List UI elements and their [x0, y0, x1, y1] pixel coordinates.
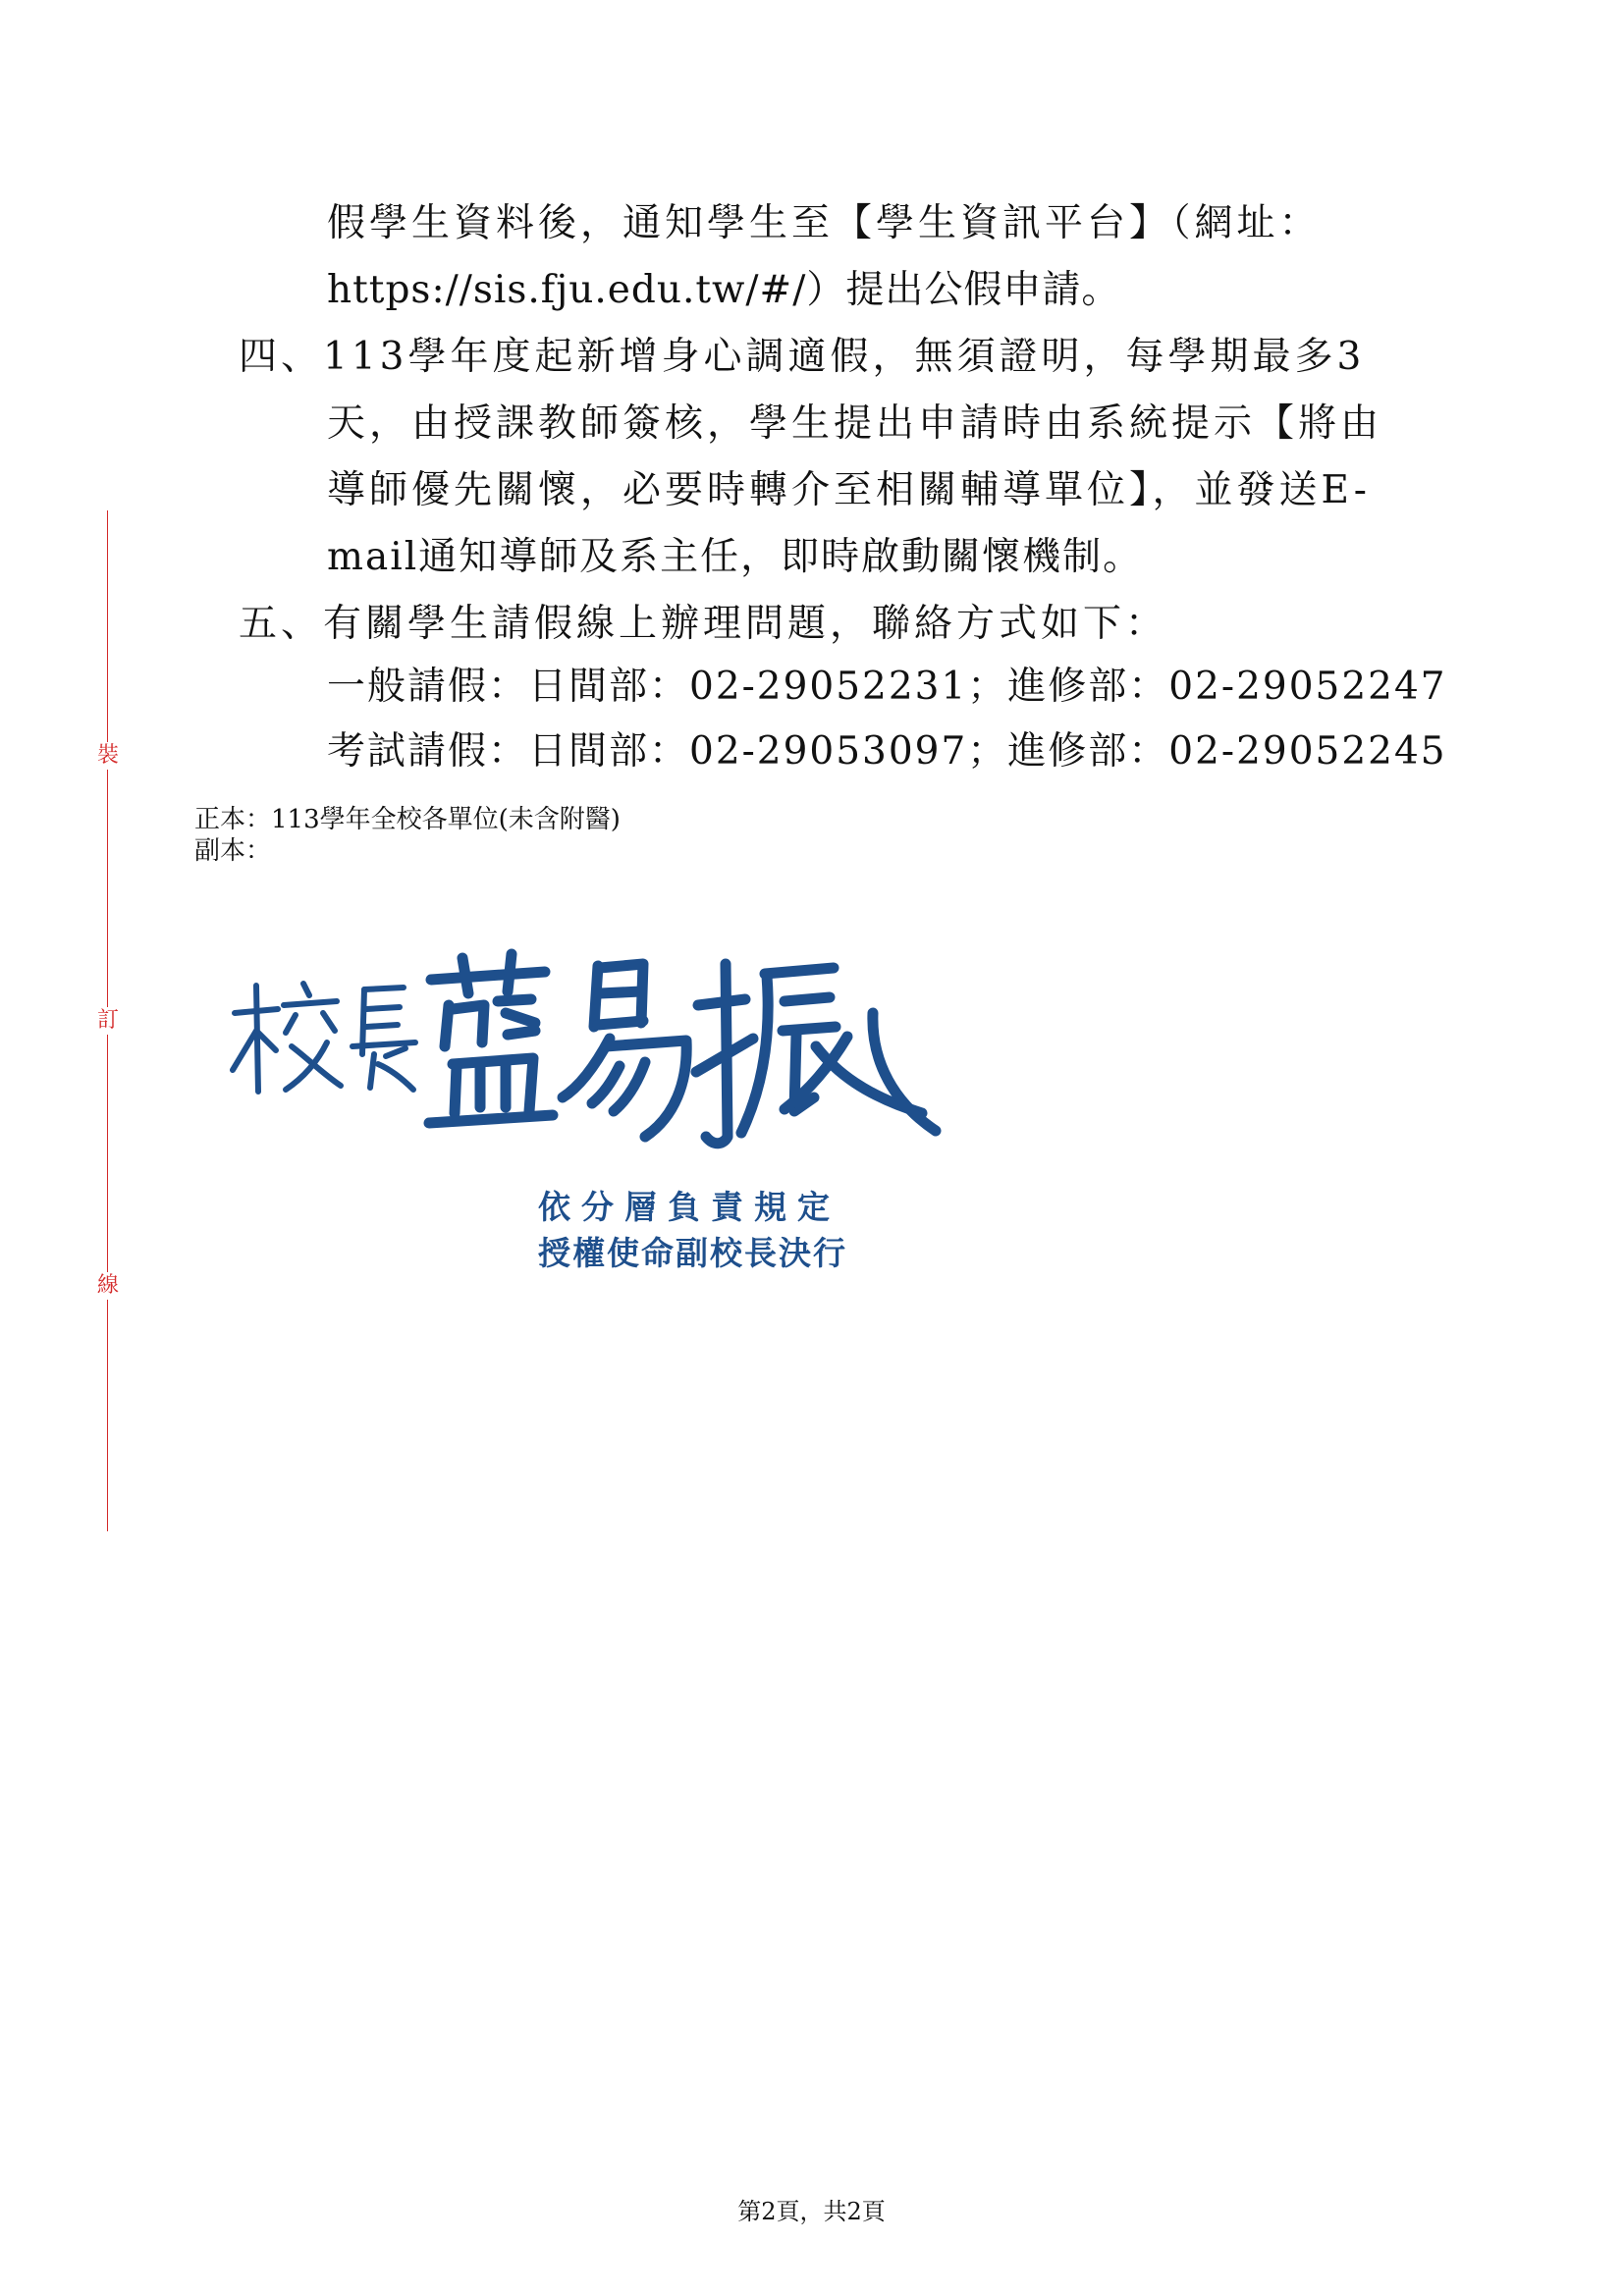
- body-item-four: 四、113學年度起新增身心調適假，無須證明，每學期最多3: [239, 335, 1366, 379]
- body-line: 假學生資料後，通知學生至【學生資訊平台】（網址：: [327, 201, 1322, 245]
- signature-label: 校長藍易振: [221, 944, 226, 945]
- contact-general-leave: 一般請假：日間部：02-29052231；進修部：02-29052247: [327, 665, 1447, 709]
- body-line: 天，由授課教師簽核，學生提出申請時由系統提示【將由: [327, 401, 1383, 446]
- delegation-stamp-line1: 依分層負責規定: [538, 1188, 840, 1226]
- body-item-five: 五、有關學生請假線上辦理問題，聯絡方式如下：: [239, 602, 1168, 646]
- distribution-original: 正本：113學年全校各單位(未含附醫): [194, 805, 621, 834]
- body-line: mail通知導師及系主任，即時啟動關懷機制。: [327, 535, 1144, 579]
- binding-char-ding: 訂: [94, 1007, 122, 1035]
- binding-char-xian: 線: [94, 1272, 122, 1300]
- page-number: 第2頁，共2頁: [737, 2198, 886, 2225]
- binding-char-zhuang: 裝: [94, 742, 122, 770]
- president-signature: [221, 944, 987, 1160]
- distribution-copy: 副本：: [194, 836, 272, 866]
- contact-exam-leave: 考試請假：日間部：02-29053097；進修部：02-29052245: [327, 729, 1447, 774]
- body-line: https://sis.fju.edu.tw/#/）提出公假申請。: [327, 268, 1121, 312]
- body-line: 導師優先關懷，必要時轉介至相關輔導單位】，並發送E-: [327, 468, 1371, 512]
- delegation-stamp-line2: 授權使命副校長決行: [538, 1234, 847, 1272]
